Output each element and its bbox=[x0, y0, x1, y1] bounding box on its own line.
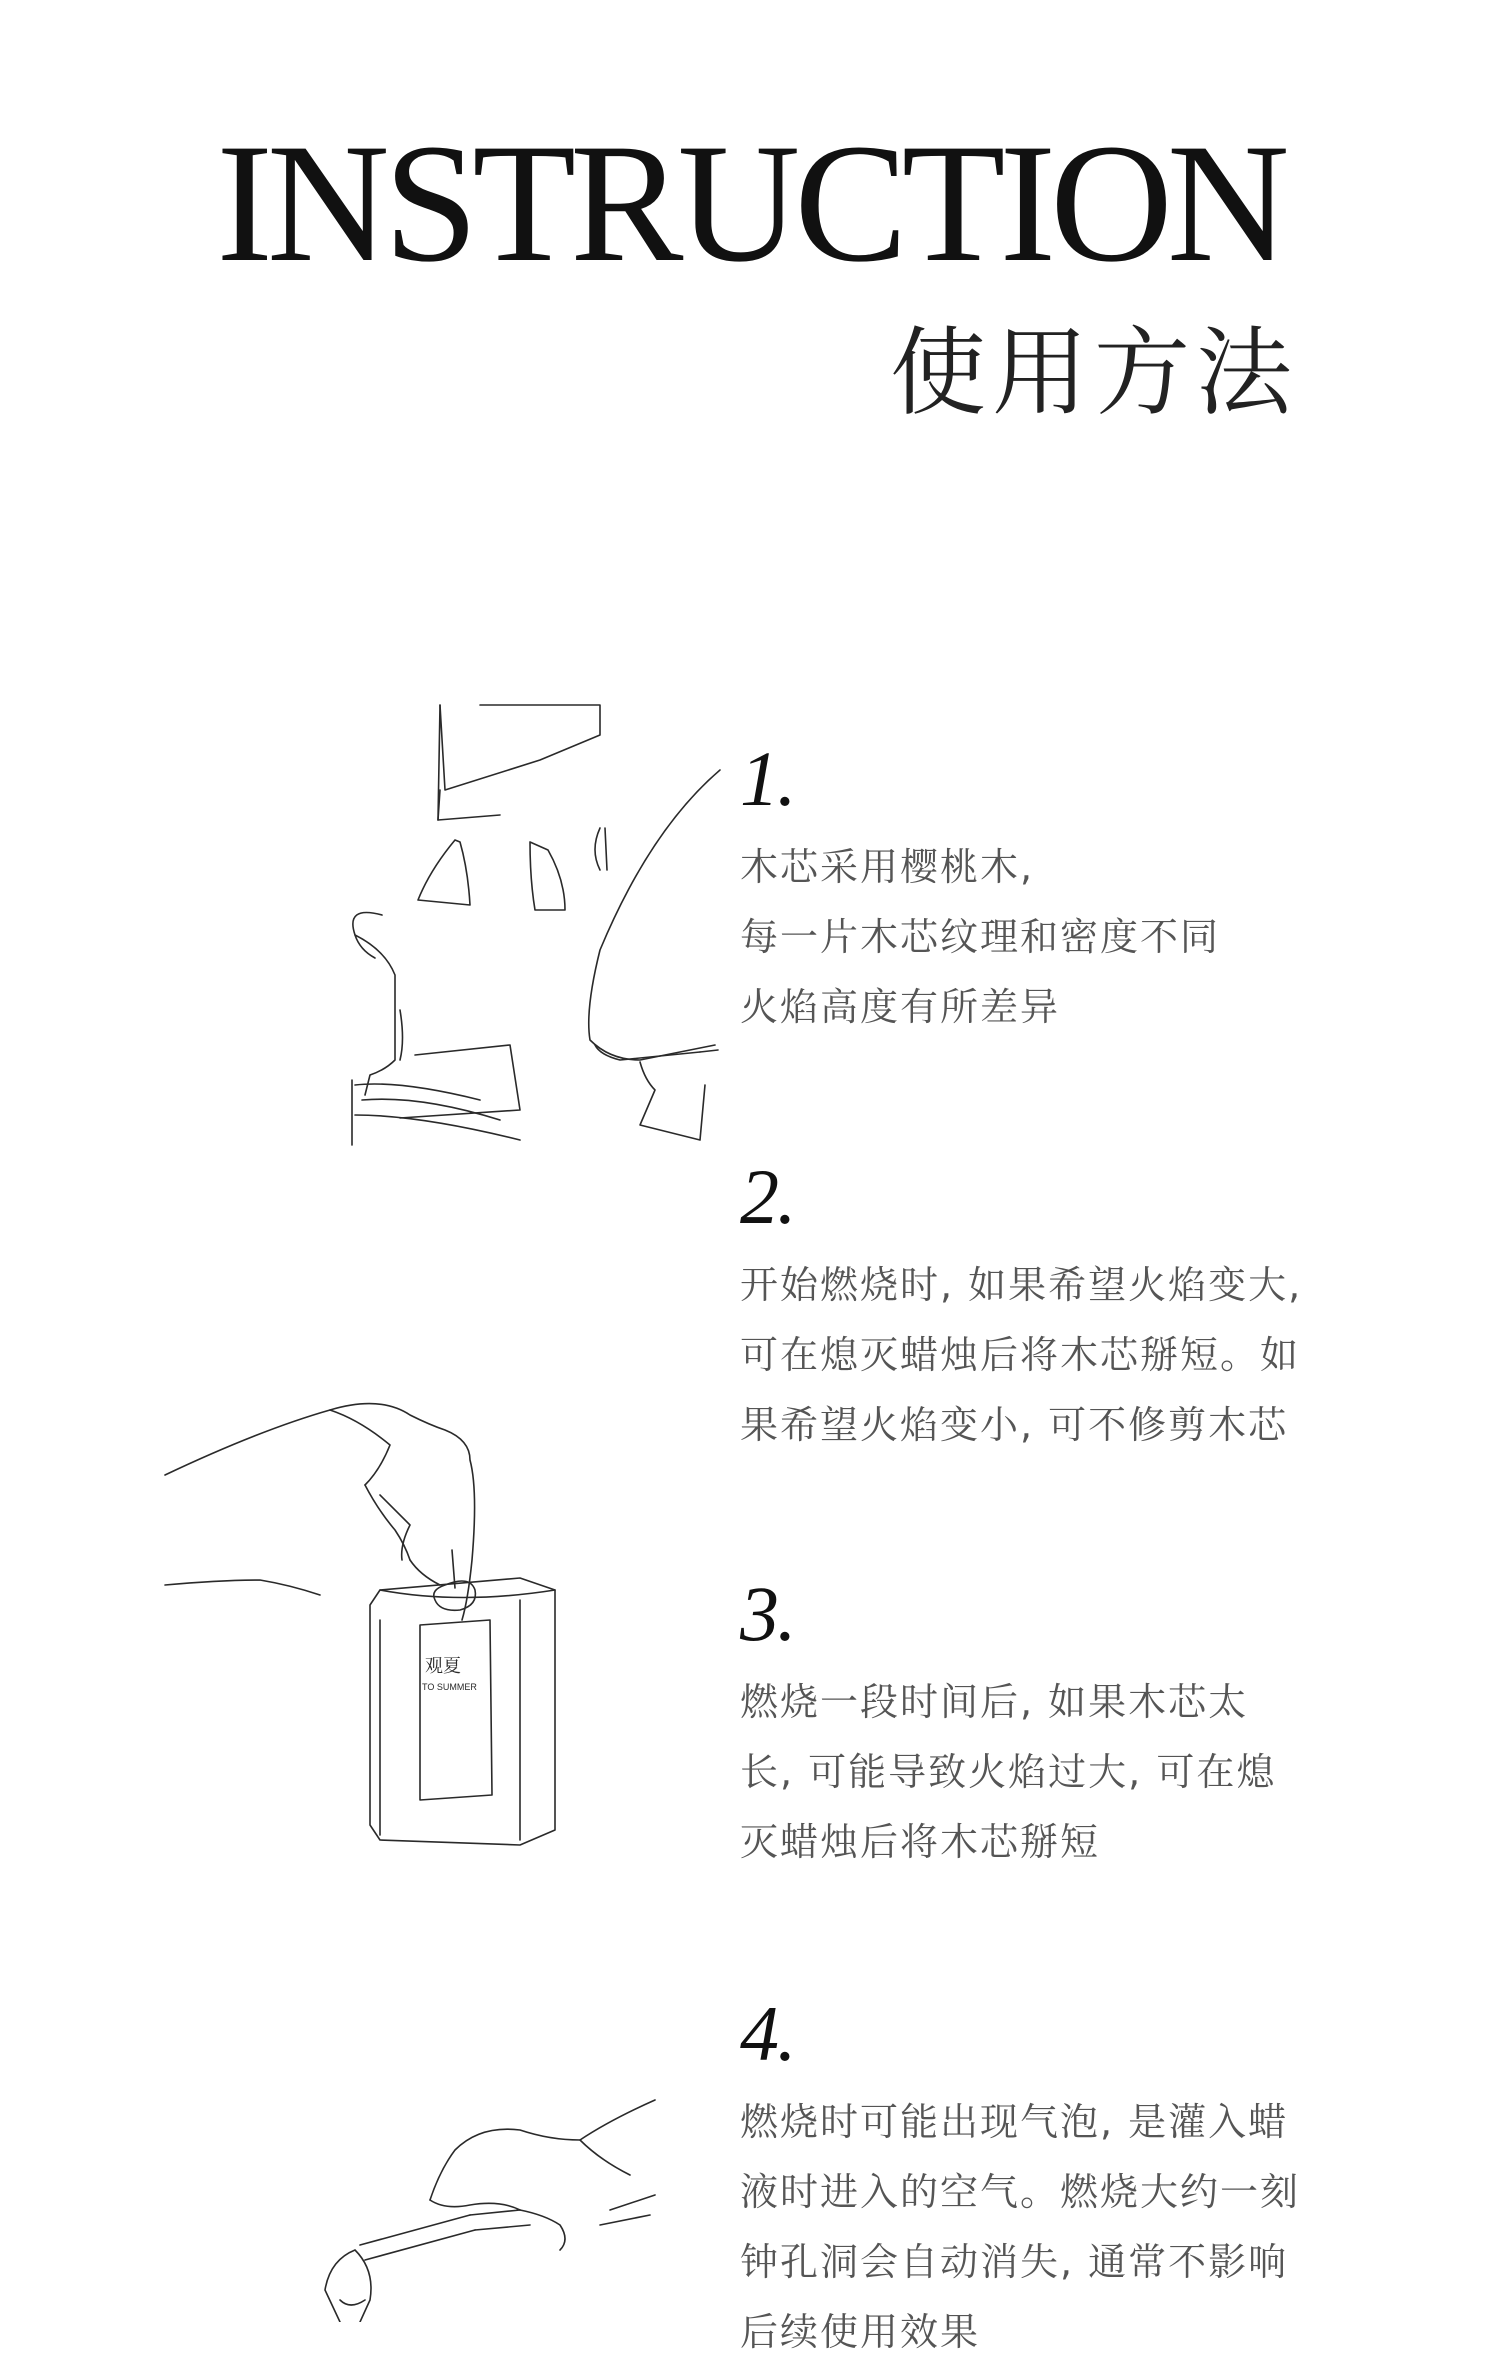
step-line: 开始燃烧时, 如果希望火焰变大, bbox=[740, 1263, 1303, 1307]
step-text bbox=[740, 1250, 1460, 1460]
hands-wrapping-illustration bbox=[352, 705, 720, 1145]
step-line: 液时进入的空气。燃烧大约一刻 bbox=[740, 2170, 1301, 2214]
step-2 bbox=[740, 1153, 1460, 1460]
step-4 bbox=[740, 1990, 1460, 2367]
step-line: 火焰高度有所差异 bbox=[740, 985, 1061, 1029]
candle-sublabel: TO SUMMER bbox=[422, 1682, 477, 1692]
step-text bbox=[740, 832, 1460, 1042]
step-line: 灭蜡烛后将木芯掰短 bbox=[740, 1820, 1101, 1864]
step-line: 长, 可能导致火焰过大, 可在熄 bbox=[740, 1750, 1277, 1794]
page-title: INSTRUCTION bbox=[216, 109, 1284, 297]
step-line: 燃烧一段时间后, 如果木芯太 bbox=[740, 1680, 1249, 1724]
step-3 bbox=[740, 1570, 1460, 1877]
hand-trimming-wick-illustration bbox=[165, 1404, 555, 1845]
step-line: 燃烧时可能出现气泡, 是灌入蜡 bbox=[740, 2100, 1289, 2144]
step-text bbox=[740, 1667, 1460, 1877]
page-subtitle: 使用方法 bbox=[890, 317, 1298, 429]
step-line: 后续使用效果 bbox=[740, 2310, 981, 2354]
step-line: 木芯采用樱桃木, bbox=[740, 845, 1035, 889]
step-1 bbox=[740, 735, 1460, 1042]
step-text bbox=[740, 2087, 1460, 2367]
step-line: 果希望火焰变小, 可不修剪木芯 bbox=[740, 1403, 1289, 1447]
step-number: 4. bbox=[740, 1990, 795, 2077]
step-number: 1. bbox=[740, 735, 795, 822]
step-line: 可在熄灭蜡烛后将木芯掰短。如 bbox=[740, 1333, 1301, 1377]
hand-snuffer-illustration bbox=[325, 2100, 655, 2322]
step-number: 2. bbox=[740, 1153, 795, 1240]
step-number: 3. bbox=[740, 1570, 795, 1657]
step-line: 钟孔洞会自动消失, 通常不影响 bbox=[740, 2240, 1289, 2284]
candle-label: 观夏 bbox=[425, 1656, 461, 1677]
step-line: 每一片木芯纹理和密度不同 bbox=[740, 915, 1221, 959]
